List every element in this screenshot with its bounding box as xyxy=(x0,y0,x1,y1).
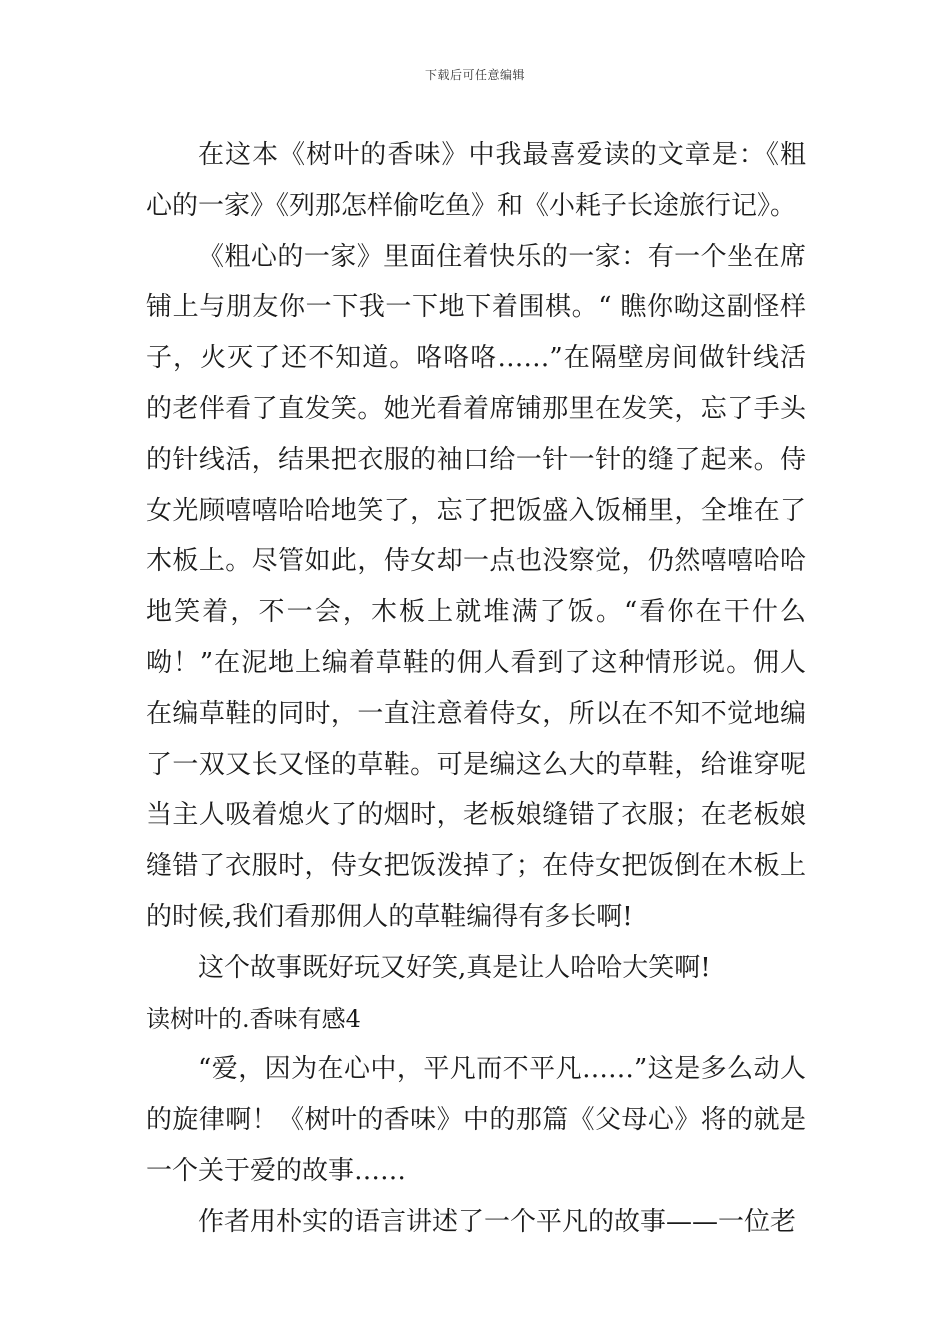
document-body xyxy=(146,130,806,1248)
paragraph-intro: 在这本《树叶的香味》中我最喜爱读的文章是：《粗心的一家》《列那怎样偷吃鱼》和《小耗子长途旅行记》。 xyxy=(146,140,806,221)
section-heading: 读树叶的.香味有感4 xyxy=(146,1004,361,1033)
paragraph-author-story: 作者用朴实的语言讲述了一个平凡的故事——一位老 xyxy=(198,1206,797,1237)
paragraph-love-quote: “爱，因为在心中，平凡而不平凡……”这是多么动人的旋律啊！《树叶的香味》中的那篇《父母心》将的就是一个关于爱的故事…… xyxy=(146,1054,806,1186)
paragraph-conclusion: 这个故事既好玩又好笑,真是让人哈哈大笑啊! xyxy=(198,952,711,983)
header-note: 下载后可任意编辑 xyxy=(424,68,525,82)
paragraph-careless-family: 《粗心的一家》里面住着快乐的一家：有一个坐在席铺上与朋友你一下我一下地下着围棋。“ 瞧你呦这副怪样子，火灭了还不知道。咯咯咯……”在隔壁房间做针线活的老伴看了直发笑。她光看着席铺那里在发笑，忘了手头的针线活，结果把衣服的袖口给一针一针的缝了起来。侍女光顾嘻嘻哈哈地笑了，忘了把饭盛入饭桶里，全堆在了木板上。尽管如此，侍女却一点也没察觉，仍然嘻嘻哈哈地笑着，不一会，木板上就堆满了饭。“看你在干什么呦！”在泥地上编着草鞋的佣人看到了这种情形说。佣人在编草鞋的同时，一直注意着侍女，所以在不知不觉地编了一双又长又怪的草鞋。可是编这么大的草鞋，给谁穿呢当主人吸着熄火了的烟时，老板娘缝错了衣服；在老板娘缝错了衣服时，侍女把饭泼掉了；在侍女把饭倒在木板上的时候,我们看那佣人的草鞋编得有多长啊! xyxy=(146,241,806,932)
